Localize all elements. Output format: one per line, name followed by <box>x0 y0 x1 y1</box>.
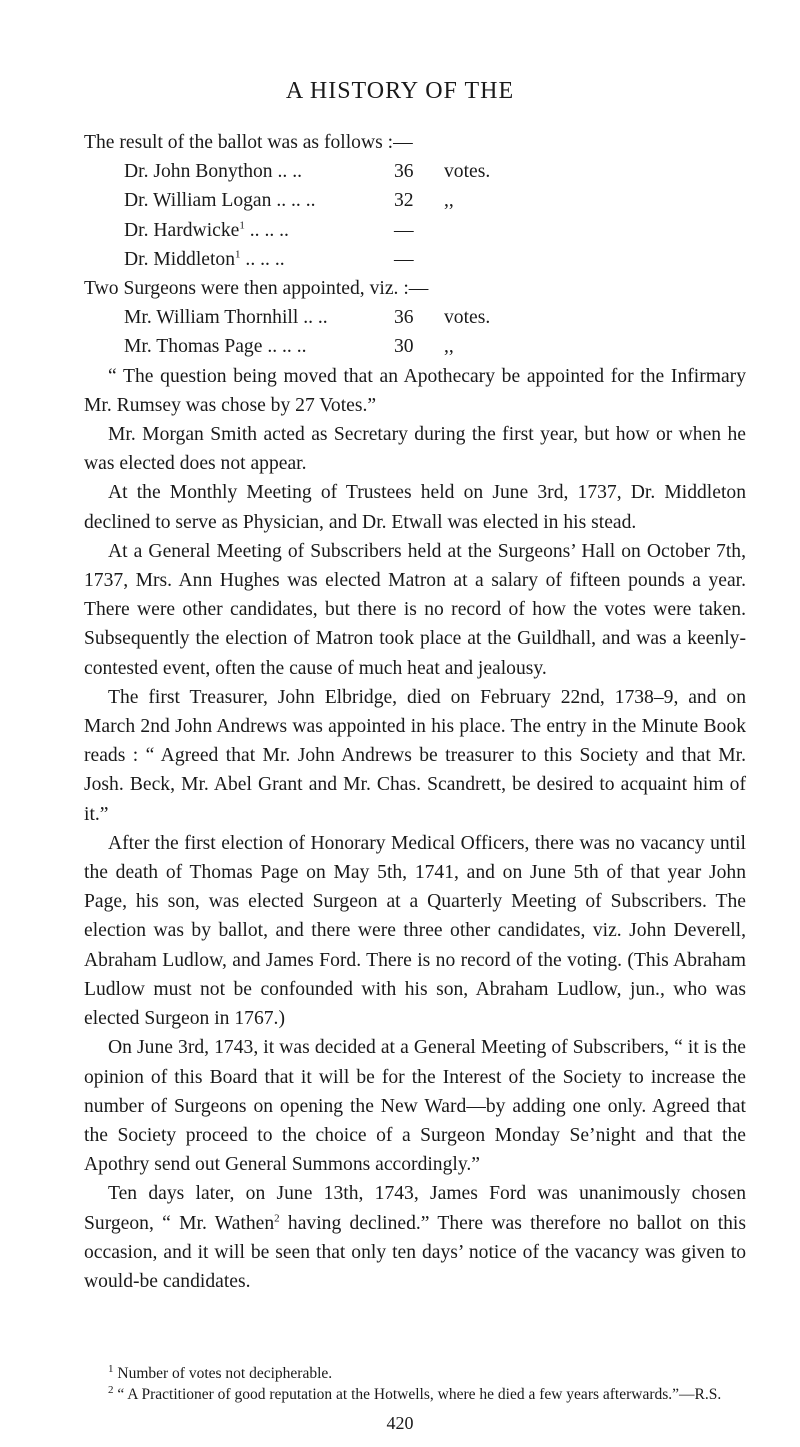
surgeon-row <box>124 303 684 332</box>
footnote-text: “ A Practitioner of good reputation at the Hotwells, where he died a few years afterwards.”—R.S. <box>113 1386 722 1403</box>
vote-count: — <box>394 219 414 241</box>
ballot-row <box>124 186 684 215</box>
vote-unit: ,, <box>444 190 454 212</box>
paragraph: At a General Meeting of Subscribers held at the Surgeons’ Hall on October 7th, 1737, Mrs. Ann Hughes was elected Matron at a salary of fifteen pounds a year. There were other candidates, but there is no record of how the votes were taken. Subsequently the election of Matron took place at the Guildhall, and was a keenly-contested event, often the cause of much heat and jealousy. <box>84 540 746 679</box>
vote-count: 36 <box>394 307 414 329</box>
candidate-name: Dr. William Logan <box>124 190 272 212</box>
paragraph: Mr. Morgan Smith acted as Secretary during the first year, but how or when he was elected does not appear. <box>84 424 746 475</box>
paragraph: The first Treasurer, John Elbridge, died on February 22nd, 1738–9, and on March 2nd John Andrews was appointed in his place. The entry in the Minute Book reads : “ Agreed that Mr. John Andrews be treasurer to this Society and that Mr. Josh. Beck, Mr. Abel Grant and Mr. Chas. Scandrett, be desired to acquaint him of it.” <box>84 686 746 825</box>
paragraph: At the Monthly Meeting of Trustees held on June 3rd, 1737, Dr. Middleton declined to serve as Physician, and Dr. Etwall was elected in his stead. <box>84 482 746 533</box>
dot-leaders: .. .. .. <box>244 219 289 241</box>
page-number: 420 <box>386 1413 414 1433</box>
candidate-name: Mr. William Thornhill <box>124 307 299 329</box>
vote-count: — <box>394 248 414 270</box>
paragraph: On June 3rd, 1743, it was decided at a General Meeting of Subscribers, “ it is the opinion of this Board that it will be for the Interest of the Society to increase the number of Surgeons on opening the New Ward—by adding one only. Agreed that the Society proceed to the choice of a Surgeon Monday Se’night and that the Apothry send out General Summons accordingly.” <box>84 1037 746 1176</box>
vote-count: 36 <box>394 161 414 183</box>
surgeons-intro: Two Surgeons were then appointed, viz. :— <box>84 278 429 300</box>
paragraph: After the first election of Honorary Medical Officers, there was no vacancy until the death of Thomas Page on May 5th, 1741, and on June 5th of that year John Page, his son, was elected Surgeon at a Quarterly Meeting of Subscribers. The election was by ballot, and there were three other candidates, viz. John Deverell, Abraham Ludlow, and James Ford. There is no record of the voting. (This Abraham Ludlow must not be confounded with his son, Abraham Ludlow, jun., who was elected Surgeon in 1767.) <box>84 832 746 1030</box>
footnotes <box>84 1363 746 1405</box>
paragraph-text: having declined.” There was therefore no ballot on this occasion, and it will be seen that only ten days’ notice of the vacancy was given to would-be candidates. <box>84 1212 747 1292</box>
ballot-intro: The result of the ballot was as follows :— <box>84 132 413 153</box>
running-title: A HISTORY OF THE <box>285 78 515 104</box>
ballot-row <box>124 216 684 245</box>
footnote-mark: 2 <box>274 1211 280 1224</box>
vote-unit: ,, <box>444 336 454 358</box>
dot-leaders: .. .. .. <box>271 190 316 212</box>
vote-unit <box>444 216 684 245</box>
footnote-mark: 2 <box>108 1383 114 1396</box>
surgeon-results <box>84 303 746 361</box>
footnote-mark: 1 <box>239 219 245 232</box>
dot-leaders: .. .. .. <box>240 248 285 270</box>
candidate-name: Dr. John Bonython <box>124 161 273 183</box>
candidate-name: Dr. Middleton <box>124 248 236 270</box>
vote-count: 32 <box>394 190 414 212</box>
footnote <box>84 1384 746 1405</box>
footnote-mark: 1 <box>108 1362 114 1375</box>
ballot-results <box>84 157 746 274</box>
ballot-row <box>124 157 684 186</box>
dot-leaders: .. .. <box>298 307 328 329</box>
paragraph: “ The question being moved that an Apothecary be appointed for the Infirmary Mr. Rumsey was chose by 27 Votes.” <box>84 365 746 416</box>
paragraph <box>84 1179 746 1296</box>
candidate-name: Dr. Hardwicke <box>124 219 240 241</box>
dot-leaders: .. .. <box>272 161 302 183</box>
surgeon-row <box>124 332 684 361</box>
ballot-row <box>124 245 684 274</box>
vote-unit: votes. <box>444 161 491 183</box>
candidate-name: Mr. Thomas Page <box>124 336 263 358</box>
dot-leaders: .. .. .. <box>262 336 307 358</box>
paragraph-text: Ten days later, on June 13th, 1743, James Ford was unanimously chosen Surgeon, “ Mr. Wathen <box>84 1183 746 1234</box>
footnote-mark: 1 <box>235 248 241 261</box>
footnote <box>84 1363 746 1384</box>
vote-unit <box>444 245 684 274</box>
footnote-text: Number of votes not decipherable. <box>113 1365 333 1382</box>
vote-count: 30 <box>394 336 414 358</box>
vote-unit: votes. <box>444 307 491 329</box>
page-body <box>84 128 746 1296</box>
